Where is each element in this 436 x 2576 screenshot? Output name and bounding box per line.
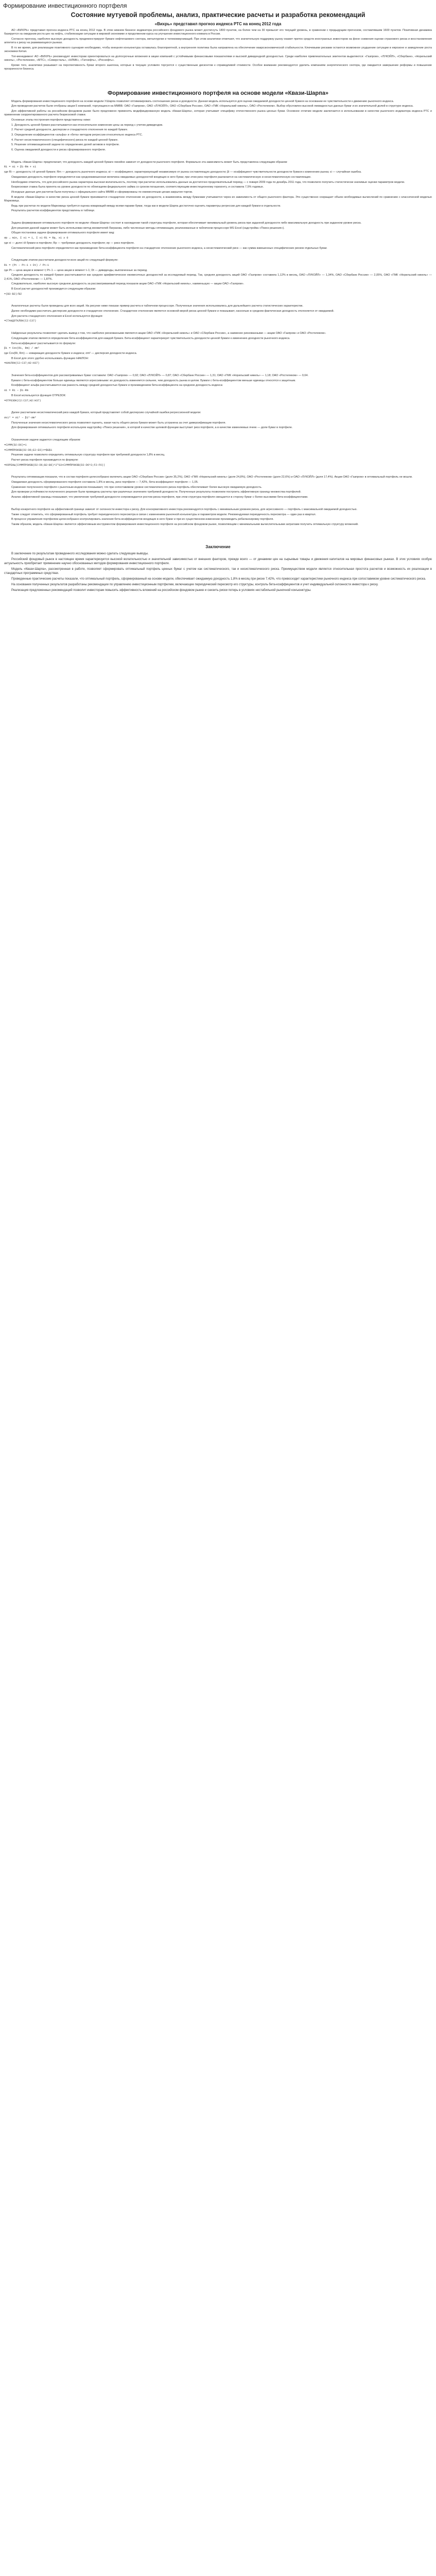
paragraph: Следовательно, наиболее высокую среднюю доходность за рассматриваемый период показали акции ОАО «ГМК «Норильский никель», наименьшую — акции ОАО «Газпром». bbox=[11, 282, 245, 286]
content-block-5 bbox=[4, 259, 432, 296]
paragraph: Анализ эффективной границы показывает, что увеличение требуемой доходности сопровождается ростом риска портфеля, при этом структура портфеля смещается в сторону бумаг с более высокими бета-коэффициентами. bbox=[11, 496, 308, 499]
content-block-4 bbox=[4, 222, 432, 250]
paragraph: Средняя доходность по каждой бумаге рассчитывается как среднее арифметическое ежемесячных доходностей за исследуемый период. Так, средняя доходность акций ОАО «Газпром» составила 1,12% в месяц, ОАО «ЛУКОЙЛ» — 1,34%, ОАО «Сбербанк России» — 2,05%, ОАО «ГМК «Норильский никель» — 2,41%, ОАО «Ростелеком» — 1,87%. bbox=[4, 274, 432, 281]
content-block-3 bbox=[4, 161, 432, 213]
formula: =(B3-B2)/B2 bbox=[4, 292, 22, 296]
paragraph: В модели «Квази-Шарпа» в качестве риска ценной бумаги принимается стандартное отклонение ее доходности, а взаимосвязь между бумагами учитывается через их зависимость от общего рыночного фактора. Это существенно сокращает объем необходимых вычислений по сравнению с классической моделью Марковица. bbox=[4, 195, 432, 202]
content-block-1 bbox=[4, 29, 432, 71]
paragraph: В процессе управления портфелем целесообразно контролировать значения бета-коэффициентов входящих в него бумаг и при их существенном изменении производить ребалансировку портфеля. bbox=[11, 518, 274, 521]
paragraph: Для расчета стандартного отклонения в Excel используется функция: bbox=[11, 314, 103, 318]
paragraph: Ограничения задачи задаются следующим образом: bbox=[11, 438, 81, 442]
formula: Ri = αi + βi·Rm + εi bbox=[4, 165, 37, 169]
page-title: Формирование инвестиционного портфеля bbox=[3, 2, 127, 9]
paragraph: Следующим этапом является определение бета-коэффициентов для каждой бумаги. Бета-коэффициент характеризует чувствительность доходности ценной бумаги к изменению доходности рыночного индекса. bbox=[11, 336, 290, 340]
paragraph: где xi — доля i-й бумаги в портфеле; Rp — требуемая доходность портфеля; σp — риск портфеля. bbox=[4, 241, 135, 245]
paragraph: Для проверки устойчивости полученного решения были проведены расчеты при различных значениях требуемой доходности. Полученные результаты позволили построить эффективную границу множества портфелей. bbox=[11, 490, 302, 494]
paragraph: Результаты оптимизации показали, что в состав портфеля целесообразно включить акции ОАО «Сбербанк России» (доля 35,2%), ОАО «ГМК «Норильский никель» (доля 24,8%), ОАО «Ростелеком» (доля 22,6%) и ОАО «ЛУКОЙЛ» (доля 17,4%). Акции ОАО «Газпром» в оптимальный портфель не вошли. bbox=[11, 476, 413, 479]
paragraph: Сравнение полученного портфеля с рыночным индексом показывает, что при сопоставимом уровне систематического риска портфель обеспечивает более высокую ожидаемую доходность. bbox=[11, 485, 263, 489]
sub-heading-rts: «Вихрь» представил прогноз индекса РТС на конец 2012 года bbox=[154, 22, 282, 26]
list-item: 1. Доходность ценной бумаги рассчитывается как относительное изменение цены за период с учетом дивидендов. bbox=[11, 123, 163, 127]
paragraph: Для формирования оптимального портфеля используем надстройку «Поиск решения», в которой в качестве целевой функции выступает риск портфеля, а в качестве изменяемых ячеек — доли бумаг в портфеле. bbox=[11, 426, 293, 430]
paragraph: Коэффициент альфа рассчитывается как разность между средней доходностью бумаги и произведением бета-коэффициента на среднюю доходность индекса: bbox=[11, 384, 223, 387]
paragraph: Далее рассчитаем несистематический риск каждой бумаги, который представляет собой дисперсию случайной ошибки регрессионной модели: bbox=[11, 411, 201, 415]
paragraph: Основные этапы построения портфеля представлены ниже: bbox=[11, 118, 91, 122]
content-block-7 bbox=[4, 332, 432, 365]
content-block-6 bbox=[4, 304, 432, 323]
formula: =СУММПРОИЗВ(D2:D6;E2:E6)>=$G$1 bbox=[4, 448, 53, 452]
list-item: 3. Определение коэффициентов «альфа» и «бета» методом регрессии относительно индекса РТС. bbox=[11, 133, 143, 137]
paragraph: Ожидаемая доходность портфеля определяется как средневзвешенная величина ожидаемых доходностей входящих в него бумаг, при этом риск портфеля разлагается на систематическую и несистематическую составляющие. bbox=[11, 175, 311, 179]
list-item: 5. Решение оптимизационной задачи по определению долей активов в портфеле. bbox=[11, 143, 120, 147]
paragraph: Таким образом, модель «Квази-Шарпа» является эффективным инструментом формирования инвестиционного портфеля на российском фондовом рынке, позволяющим с минимальными вычислительными затратами получить оптимальную структуру вложений. bbox=[11, 522, 359, 526]
paragraph: Топ-менеджмент АО «ВИХРЬ» рекомендует инвесторам ориентироваться на долгосрочные вложения в акции компаний с устойчивыми финансовыми показателями и высокой дивидендной доходностью. Среди наиболее привлекательных эмитентов выделяются: «Газпром», «ЛУКОЙЛ», «Сбербанк», «Норильский никель», «Ростелеком», «МТС», «Северсталь», «НЛМК», «Татнефть», «Роснефть». bbox=[4, 55, 432, 62]
paragraph: Российский фондовый рынок в настоящее время характеризуется высокой волатильностью и значительной зависимостью от внешних факторов, прежде всего — от динамики цен на сырьевые товары и движения капиталов на мировых финансовых рынках. В этих условиях особую актуальность приобретает применение научно обоснованных методов формирования инвестиционного портфеля. bbox=[4, 557, 432, 565]
paragraph: Модель «Квази-Шарпа», рассмотренная в работе, позволяет сформировать оптимальный портфель ценных бумаг с учетом как систематического, так и несистематического риска. Преимуществом модели является относительная простота расчетов и возможность их реализации в стандартных программных средствах. bbox=[4, 567, 432, 575]
paragraph: Общая постановка задачи формирования оптимального портфеля имеет вид: bbox=[11, 231, 115, 235]
paragraph: где Ri — доходность i-й ценной бумаги; Rm — доходность рыночного индекса; αi — коэффициент, характеризующий независимую от рынка составляющую доходности; βi — коэффициент чувствительности доходности бумаги к изменению рынка; εi — случайная ошибка. bbox=[4, 171, 362, 174]
paragraph: Модель формирования инвестиционного портфеля на основе модели У.Шарпа позволяет оптимизировать соотношение риска и доходности. Данная модель используется для оценки ожидаемой доходности ценной бумаги на основании ее чувствительности к движению рыночного индекса. bbox=[11, 99, 394, 103]
content-block-8 bbox=[4, 374, 432, 403]
paragraph: На основании полученных результатов разработаны рекомендации по управлению инвестиционным портфелем, включающие периодический пересмотр его структуры, контроль бета-коэффициентов и учет индивидуальной склонности инвестора к риску. bbox=[11, 583, 378, 587]
paragraph: Также следует отметить, что сформированный портфель требует периодического пересмотра в связи с изменением рыночной конъюнктуры и параметров модели. Рекомендуемая периодичность пересмотра — один раз в квартал. bbox=[11, 513, 317, 516]
paragraph: Далее необходимо рассчитать дисперсию доходности и стандартное отклонение. Стандартное отклонение является основной мерой риска ценной бумаги и показывает, насколько в среднем фактическая доходность отклоняется от ожидаемой. bbox=[11, 310, 335, 313]
formula: Ri = (Pt − Pt−1 + Dt) / Pt−1 bbox=[4, 263, 49, 267]
list-item: 4. Расчет несистематического (специфического) риска по каждой ценной бумаге. bbox=[11, 138, 118, 142]
paragraph: Выбор конкретного портфеля на эффективной границе зависит от склонности инвестора к риску. Для консервативного инвестора рекомендуется портфель с минимальным уровнем риска, для агрессивного — портфель с максимальной ожидаемой доходностью. bbox=[11, 507, 358, 511]
paragraph: Следующим этапом рассчитаем доходности всех акций по следующей формуле: bbox=[11, 259, 118, 262]
paragraph: Результаты расчетов коэффициентов представлены в таблице. bbox=[11, 209, 95, 213]
paragraph: Безрисковая ставка была принята на уровне доходности по облигациям федерального займа со сроком погашения, соответствующим инвестиционному горизонту, и составила 7,5% годовых. bbox=[11, 185, 264, 189]
paragraph: Найденные результаты позволяют сделать вывод о том, что наиболее рискованными являются акции ОАО «ГМК «Норильский никель» и ОАО «Сбербанк России», а наименее рискованными — акции ОАО «Газпром» и ОАО «Ростелеком». bbox=[11, 332, 326, 335]
paragraph: Систематический риск портфеля определяется как произведение бета-коэффициента портфеля на стандартное отклонение рыночного индекса, а несистематический риск — как сумма взвешенных специфических рисков отдельных бумаг. bbox=[11, 246, 327, 250]
paragraph: где Cov(Ri, Rm) — ковариация доходности бумаги и индекса; σm² — дисперсия доходности индекса. bbox=[4, 351, 137, 355]
formula: σp → min, Σ xi = 1, Σ xi·Ri = Rp, xi ≥ 0 bbox=[4, 236, 68, 240]
content-block-2 bbox=[4, 100, 432, 152]
paragraph: Модель «Квази-Шарпа» предполагает, что доходность каждой ценной бумаги линейно зависит от доходности рыночного портфеля. Формально эта зависимость может быть представлена следующим образом: bbox=[11, 160, 288, 164]
paragraph: Необходимо отметить, что для российского рынка характерна высокая волатильность, поэтому при расчетах использовались данные за достаточно продолжительный период — с января 2009 года по декабрь 2011 года, что позволило получить статистически значимые оценки параметров модели. bbox=[11, 180, 405, 184]
paragraph: Кроме того, аналитики указывают на перспективность бумаг второго эшелона, которые в текущих условиях торгуются с существенным дисконтом к справедливой стоимости. Особое внимание рекомендуется уделить компаниям энергетического сектора, где ожидается завершение реформы и повышение прозрачности бизнеса. bbox=[4, 63, 432, 71]
paragraph: где Pt — цена акции в момент t; Pt−1 — цена акции в момент t−1; Dt — дивиденды, выплаченные за период. bbox=[4, 268, 148, 272]
paragraph: Расчет риска портфеля производится по формуле: bbox=[11, 458, 79, 462]
paragraph: В Excel для этого удобно использовать функцию НАКЛОН: bbox=[11, 357, 89, 360]
paragraph: Для решения данной задачи может быть использован метод множителей Лагранжа, либо численные методы оптимизации, реализованные в табличном процессоре MS Excel (надстройка «Поиск решения»). bbox=[11, 226, 285, 230]
content-block-11 bbox=[4, 476, 432, 499]
paragraph: В Excel используется функция ОТРЕЗОК: bbox=[11, 394, 66, 397]
conclusion-heading: Заключение bbox=[205, 544, 231, 549]
paragraph: Для проведения расчетов были отобраны акции 5 компаний, торгующихся на ММВБ: ОАО «Газпром», ОАО «ЛУКОЙЛ», ОАО «Сбербанк России», ОАО «ГМК «Норильский никель», ОАО «Ростелеком». Выбор обусловлен высокой ликвидностью данных бумаг и их значительной долей в структуре индекса. bbox=[11, 105, 414, 108]
paragraph: Задача формирования оптимального портфеля по модели «Квази-Шарпа» состоит в нахождении такой структуры портфеля, которая обеспечивает минимальный уровень риска при заданной доходности либо максимальную доходность при заданном уровне риска. bbox=[11, 222, 362, 225]
section-heading-portfolio: Формирование инвестиционного портфеля на основе модели «Квази-Шарпа» bbox=[108, 90, 328, 96]
paragraph: В заключение по результатам проведенного исследования можно сделать следующие выводы. bbox=[11, 552, 149, 555]
paragraph: Проведенные практические расчеты показали, что оптимальный портфель, сформированный на основе модели, обеспечивает ожидаемую доходность 1,8% в месяц при риске 7,42%, что превосходит характеристики рыночного индекса при сопоставимом уровне систематического риска. bbox=[11, 578, 426, 581]
content-block-9 bbox=[4, 411, 432, 430]
paragraph: Ведь при расчетах по модели Марковица требуется оценка ковариаций между всеми парами бумаг, тогда как в модели Шарпа достаточно оценить параметры регрессии для каждой бумаги в отдельности. bbox=[11, 204, 281, 208]
formula: σεi² = σi² − βi²·σm² bbox=[4, 416, 37, 419]
paragraph: Бумаги с бета-коэффициентом больше единицы являются агрессивными: их доходность изменяется сильнее, чем доходность рынка в целом. Бумаги с бета-коэффициентом меньше единицы относятся к защитным. bbox=[11, 379, 296, 382]
paragraph: Аналогичные расчеты были проведены для всех акций. На рисунке ниже показан пример расчета в табличном процессоре. Полученные значения использовались для дальнейшего расчета статистических характеристик. bbox=[11, 304, 304, 308]
paragraph: АО «ВИХРЬ» представил прогноз индекса РТС на конец 2012 года. В этом нижнем бизнесе индикатора российского фондового рынка может достигнуть 1800 пунктов, на более чем на 30 превысит его текущий уровень, в сравнении с предыдущим прогнозом, составлявшим 1600 пунктов. Позитивная динамика базируется на ожидании роста цен на нефть, стабилизации ситуации в мировой экономике и продолжении курса на улучшение инвестиционного климата в России. bbox=[4, 29, 432, 36]
paragraph: Решение задачи позволило определить оптимальную структуру портфеля при требуемой доходности 1,8% в месяц. bbox=[11, 453, 165, 457]
paragraph: Ожидаемая доходность сформированного портфеля составила 1,8% в месяц, риск портфеля — 7,42%, бета-коэффициент портфеля — 1,05. bbox=[11, 481, 199, 484]
paragraph: Бета-коэффициент рассчитывается по формуле: bbox=[11, 342, 76, 345]
conclusion-block bbox=[4, 552, 432, 593]
formula: βi = Cov(Ri, Rm) / σm² bbox=[4, 347, 40, 350]
content-block-10 bbox=[4, 438, 432, 467]
formula: =КОРЕНЬ(СУММПРОИЗВ(D2:D6;B2:B6)^2*G3+СУММПРОИЗВ(D2:D6^2;F2:F6)) bbox=[4, 463, 106, 467]
formula: =НАКЛОН(C2:C37;H2:H37) bbox=[4, 362, 40, 365]
formula: =ОТРЕЗОК(C2:C37;H2:H37) bbox=[4, 399, 41, 402]
paragraph: Реализация предложенных рекомендаций позволит инвесторам повысить эффективность вложений на российском фондовом рынке и снизить риски потерь в условиях нестабильной рыночной конъюнктуры. bbox=[11, 589, 311, 592]
content-block-12 bbox=[4, 508, 432, 527]
paragraph: Исходные данные для расчетов были получены с официального сайта ММВБ и сформированы по ежемесячным ценам закрытия торгов. bbox=[11, 190, 193, 194]
paragraph: Согласно прогнозу, наиболее высокую доходность продемонстрируют бумаги нефтегазового сектора, металлургии и телекоммуникаций. При этом аналитики отмечают, что значительную поддержку рынку окажет приток средств иностранных инвесторов на фоне снижения оценки странового риска и восстановления аппетита к риску на развивающихся рынках. bbox=[4, 37, 432, 45]
paragraph: Для эффективной работы на российском фондовом рынке было предложено применять модифицированную модель «Квази-Шарпа», которая учитывает специфику отечественного рынка ценных бумаг. Основное отличие модели заключается в использовании в качестве рыночного индикатора индекса РТС и применении скорректированного расчета безрисковой ставки. bbox=[4, 109, 432, 117]
list-item: 6. Оценка ожидаемой доходности и риска сформированного портфеля. bbox=[11, 148, 106, 152]
list-item: 2. Расчет средней доходности, дисперсии и стандартного отклонения по каждой бумаге. bbox=[11, 128, 128, 132]
main-heading: Состояние мутуевой проблемы, анализ, практические расчеты и разработка рекомендаций bbox=[71, 11, 365, 19]
paragraph: В Excel расчет доходностей производится следующим образом: bbox=[11, 287, 96, 291]
paragraph: Значения бета-коэффициентов для рассматриваемых бумаг составили: ОАО «Газпром» — 0,92; ОАО «ЛУКОЙЛ» — 0,87; ОАО «Сбербанк России» — 1,31; ОАО «ГМК «Норильский никель» — 1,18; ОАО «Ростелеком» — 0,64. bbox=[11, 374, 309, 378]
paragraph: В то же время, для реализации позитивного сценария необходимо, чтобы внешняя конъюнктура оставалась благоприятной, а внутренняя политика была направлена на обеспечение макроэкономической стабильности. Ключевыми рисками остаются возможное ухудшение ситуации в еврозоне и замедление роста экономики Китая. bbox=[4, 46, 432, 54]
formula: =СУММ(D2:D6)=1 bbox=[4, 443, 27, 447]
paragraph: Полученные значения несистематического риска позволяют оценить, какая часть общего риска бумаги может быть устранена за счет диверсификации портфеля. bbox=[11, 421, 226, 425]
formula: αi = Ri − βi·Rm bbox=[4, 389, 28, 393]
formula: =СТАНДОТКЛОН(C2:C37) bbox=[4, 319, 37, 323]
